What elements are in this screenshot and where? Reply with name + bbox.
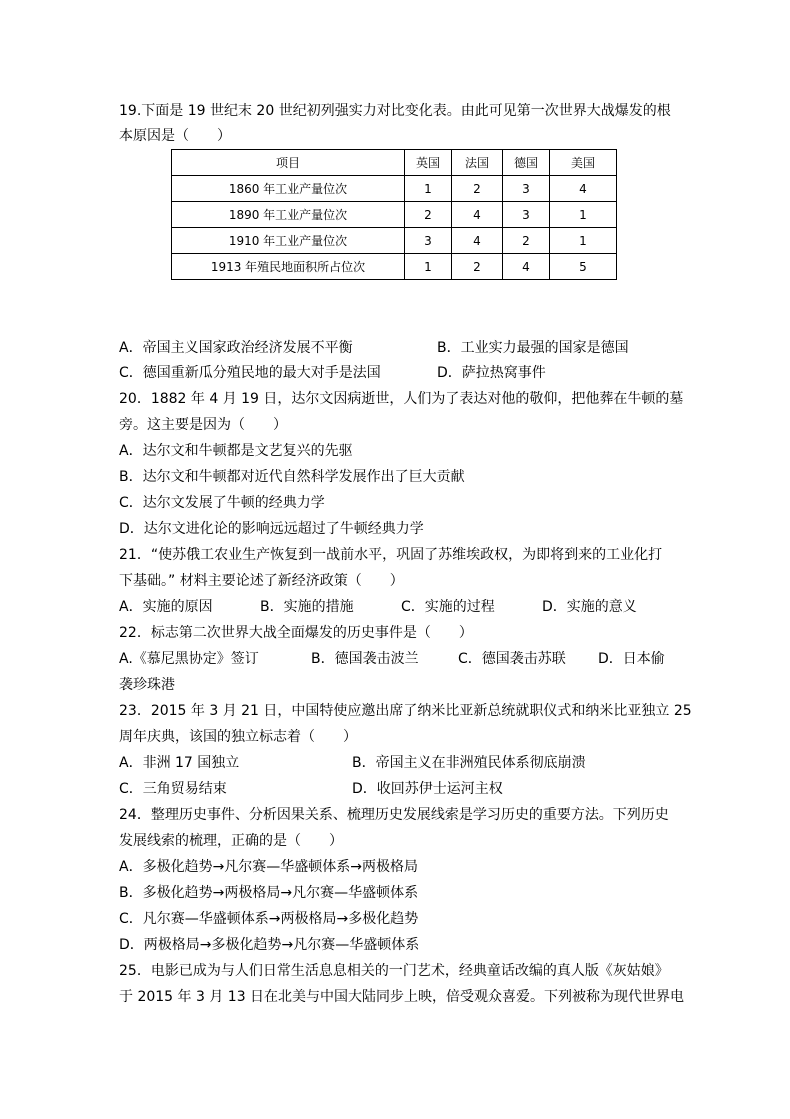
q25-stem-line2: 于 2015 年 3 月 13 日在北美与中国大陆同步上映，倍受观众喜爱。下列被称为现代世界电 xyxy=(119,989,685,1005)
table-cell: 2 xyxy=(452,254,503,280)
table-cell: 1 xyxy=(550,202,617,228)
q20-stem-line2: 旁。这主要是因为（ ） xyxy=(119,417,287,433)
table-cell: 2 xyxy=(405,202,452,228)
q22-stem-line1: 22．标志第二次世界大战全面爆发的历史事件是（ ） xyxy=(119,625,473,641)
table-cell: 3 xyxy=(405,228,452,254)
q23-option-c: C．三角贸易结束 xyxy=(119,781,227,797)
header-cell: 法国 xyxy=(452,150,503,176)
table-cell: 4 xyxy=(503,254,550,280)
q21-option-d: D．实施的意义 xyxy=(542,599,637,615)
q23-stem-line1: 23．2015 年 3 月 21 日，中国特使应邀出席了纳米比亚新总统就职仪式和纳米比亚独立 25 xyxy=(119,703,692,719)
table-cell: 4 xyxy=(550,176,617,202)
table-cell: 4 xyxy=(452,202,503,228)
header-cell: 项目 xyxy=(172,150,405,176)
q20-stem-line1: 20．1882 年 4 月 19 日，达尔文因病逝世，人们为了表达对他的敬仰，把他葬在牛顿的墓 xyxy=(119,391,684,407)
q19-option-c: C．德国重新瓜分殖民地的最大对手是法国 xyxy=(119,365,381,381)
table-header-row xyxy=(172,150,617,176)
table-row xyxy=(172,228,617,254)
q19-stem-line1: 19.下面是 19 世纪末 20 世纪初列强实力对比变化表。由此可见第一次世界大战爆发的根 xyxy=(119,103,671,119)
q22-option-d: D．日本偷 xyxy=(598,651,665,667)
q24-option-c: C．凡尔赛—华盛顿体系→两极格局→多极化趋势 xyxy=(119,911,419,927)
q23-option-a: A．非洲 17 国独立 xyxy=(119,755,240,771)
q23-stem-line2: 周年庆典，该国的独立标志着（ ） xyxy=(119,729,357,745)
q20-option-d: D．达尔文进化论的影响远远超过了牛顿经典力学 xyxy=(119,521,424,537)
table-cell: 3 xyxy=(503,176,550,202)
q21-stem-line1: 21．“使苏俄工农业生产恢复到一战前水平，巩固了苏维埃政权，为即将到来的工业化打 xyxy=(119,547,663,563)
table-cell: 1 xyxy=(550,228,617,254)
q24-option-b: B．多极化趋势→两极格局→凡尔赛—华盛顿体系 xyxy=(119,885,419,901)
q25-stem-line1: 25．电影已成为与人们日常生活息息相关的一门艺术，经典童话改编的真人版《灰姑娘》 xyxy=(119,963,669,979)
table-cell: 3 xyxy=(503,202,550,228)
table-cell: 1913 年殖民地面积所占位次 xyxy=(172,254,405,280)
header-cell: 德国 xyxy=(503,150,550,176)
q21-stem-line2: 下基础。” 材料主要论述了新经济政策（ ） xyxy=(119,573,404,589)
q24-option-d: D．两极格局→多极化趋势→凡尔赛—华盛顿体系 xyxy=(119,937,420,953)
table-cell: 1 xyxy=(405,176,452,202)
q24-stem-line2: 发展线索的梳理，正确的是（ ） xyxy=(119,833,343,849)
q24-stem-line1: 24．整理历史事件、分析因果关系、梳理历史发展线索是学习历史的重要方法。下列历史 xyxy=(119,807,669,823)
q20-option-b: B．达尔文和牛顿都对近代自然科学发展作出了巨大贡献 xyxy=(119,469,465,485)
table-row xyxy=(172,176,617,202)
table-cell: 4 xyxy=(452,228,503,254)
table-cell: 1860 年工业产量位次 xyxy=(172,176,405,202)
table-row xyxy=(172,202,617,228)
table-cell: 1910 年工业产量位次 xyxy=(172,228,405,254)
q20-option-a: A．达尔文和牛顿都是文艺复兴的先驱 xyxy=(119,443,353,459)
table-cell: 2 xyxy=(452,176,503,202)
q21-option-b: B．实施的措施 xyxy=(260,599,354,615)
q22-option-c: C．德国袭击苏联 xyxy=(458,651,566,667)
q21-option-a: A．实施的原因 xyxy=(119,599,213,615)
table-cell: 2 xyxy=(503,228,550,254)
power-comparison-table xyxy=(171,149,617,280)
table-cell: 1890 年工业产量位次 xyxy=(172,202,405,228)
q19-stem-line2: 本原因是（ ） xyxy=(119,128,231,144)
q23-option-b: B．帝国主义在非洲殖民体系彻底崩溃 xyxy=(352,755,586,771)
q21-option-c: C．实施的过程 xyxy=(401,599,495,615)
q19-option-a: A．帝国主义国家政治经济发展不平衡 xyxy=(119,340,353,356)
q24-option-a: A．多极化趋势→凡尔赛—华盛顿体系→两极格局 xyxy=(119,859,419,875)
q23-option-d: D．收回苏伊士运河主权 xyxy=(352,781,503,797)
q22-option-b: B．德国袭击波兰 xyxy=(311,651,419,667)
q19-option-b: B．工业实力最强的国家是德国 xyxy=(437,340,629,356)
header-cell: 英国 xyxy=(405,150,452,176)
table-cell: 5 xyxy=(550,254,617,280)
table-row xyxy=(172,254,617,280)
q22-option-a: A.《慕尼黑协定》签订 xyxy=(119,651,259,667)
q20-option-c: C．达尔文发展了牛顿的经典力学 xyxy=(119,495,325,511)
header-cell: 美国 xyxy=(550,150,617,176)
q19-option-d: D．萨拉热窝事件 xyxy=(437,365,546,381)
table-cell: 1 xyxy=(405,254,452,280)
q22-option-d-wrap: 袭珍珠港 xyxy=(119,677,175,693)
